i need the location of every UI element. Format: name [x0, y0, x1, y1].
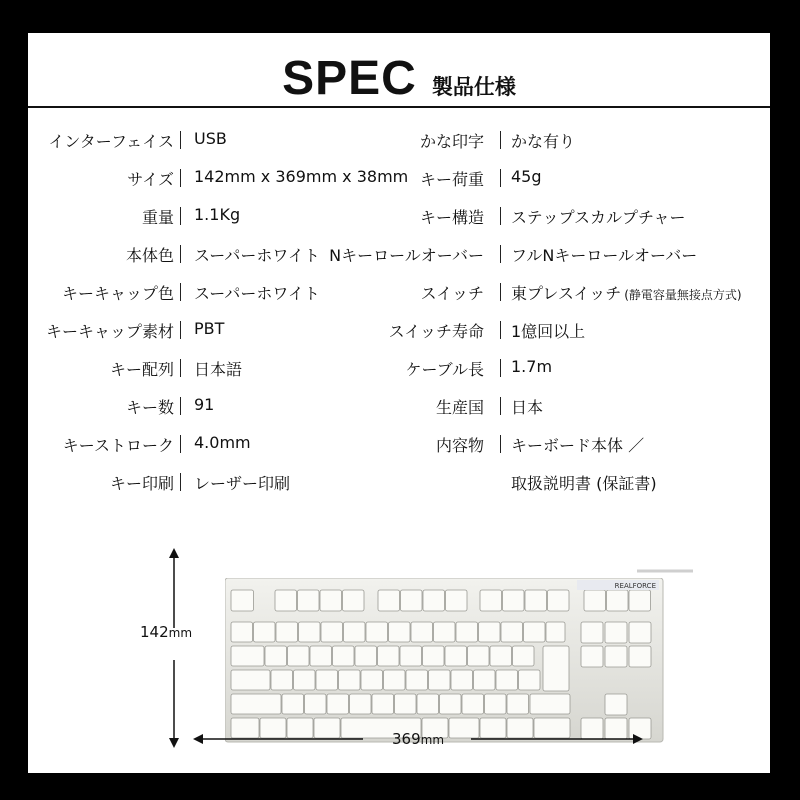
keycap	[350, 694, 372, 714]
keycap	[584, 590, 606, 611]
spec-divider	[500, 397, 501, 415]
keycap	[451, 670, 473, 690]
spec-label: キー構造	[419, 208, 484, 227]
keycap	[231, 622, 253, 642]
spec-note: (静電容量無接点方式)	[624, 288, 742, 302]
keycap	[327, 694, 349, 714]
spec-value-text: 1億回以上	[511, 322, 586, 341]
height-arrow	[164, 548, 184, 748]
header	[28, 51, 770, 106]
spec-value-text: 取扱説明書 (保証書)	[511, 474, 657, 493]
keycap	[275, 590, 297, 611]
keycap	[400, 646, 422, 666]
spec-divider	[500, 435, 501, 453]
spec-value	[511, 319, 585, 342]
keycap	[231, 590, 254, 611]
keycap	[344, 622, 366, 642]
spec-divider	[500, 245, 501, 263]
page-subtitle: 製品仕様	[431, 75, 516, 99]
spec-value-text: ステップスカルプチャー	[511, 208, 686, 227]
keycap	[519, 670, 541, 690]
keycap	[629, 622, 651, 643]
keycap	[389, 622, 411, 642]
keycap	[581, 622, 603, 643]
keycap	[316, 670, 338, 690]
spec-label: キー配列	[109, 360, 174, 379]
spec-value-text: 1.7m	[511, 357, 553, 376]
spec-label: ケーブル長	[405, 360, 484, 379]
spec-row	[28, 281, 770, 305]
keycap	[231, 694, 281, 714]
keycap	[231, 670, 270, 690]
keycap	[629, 590, 651, 611]
keycap	[605, 646, 627, 667]
keycap	[530, 694, 570, 714]
keycap	[310, 646, 332, 666]
keycap	[366, 622, 388, 642]
keycap	[490, 646, 512, 666]
spec-value-text: かな有り	[511, 132, 576, 151]
keycap	[503, 590, 525, 611]
spec-divider	[500, 283, 501, 301]
spec-row	[28, 433, 770, 457]
spec-row	[28, 471, 770, 495]
spec-value	[511, 243, 697, 266]
keycap	[474, 670, 496, 690]
keycap	[446, 590, 468, 611]
keycap	[339, 670, 361, 690]
spec-value-text: 東プレスイッチ	[511, 284, 622, 303]
keycap	[299, 622, 321, 642]
spec-value	[511, 167, 542, 186]
spec-label: Nキーロールオーバー	[329, 246, 484, 265]
keycap	[305, 694, 327, 714]
keycap	[288, 646, 310, 666]
keycap	[496, 670, 518, 690]
spec-label: インターフェイス	[48, 132, 174, 151]
spec-value-text: 日本語	[194, 360, 243, 379]
keycap	[479, 622, 501, 642]
spec-divider	[500, 169, 501, 187]
spec-row	[28, 205, 770, 229]
width-dimension-label: 369mm	[392, 730, 445, 748]
spec-label: 本体色	[125, 246, 174, 265]
keycap	[321, 622, 343, 642]
spec-value-text: スーパーホワイト	[194, 246, 320, 265]
spec-label: キーストローク	[62, 436, 174, 455]
spec-row	[28, 395, 770, 419]
keycap	[546, 622, 565, 642]
keycap	[231, 646, 264, 666]
keycap	[434, 622, 456, 642]
spec-value-text: 1.1Kg	[194, 205, 241, 224]
spec-value	[511, 357, 552, 376]
keyboard-image	[225, 578, 665, 743]
spec-value-text: 日本	[511, 398, 544, 417]
keycap	[524, 622, 546, 642]
spec-value-text: 91	[194, 395, 215, 414]
spec-divider	[500, 207, 501, 225]
keycap	[423, 590, 445, 611]
spec-value	[511, 205, 686, 228]
spec-value	[511, 281, 742, 304]
keycap	[468, 646, 490, 666]
keycap	[629, 646, 651, 667]
spec-label: スイッチ寿命	[388, 322, 484, 341]
keycap	[401, 590, 423, 611]
page-title: SPEC	[282, 52, 417, 105]
spec-value	[511, 471, 657, 494]
keycap	[378, 646, 400, 666]
keycap	[485, 694, 507, 714]
keycap	[525, 590, 547, 611]
spec-row	[28, 167, 770, 191]
keycap	[417, 694, 439, 714]
spec-row	[28, 129, 770, 153]
keycap	[271, 670, 293, 690]
header-divider	[28, 106, 770, 108]
spec-divider	[500, 321, 501, 339]
spec-label: キーキャップ素材	[45, 322, 174, 341]
spec-row	[28, 243, 770, 267]
keycap	[581, 646, 603, 667]
spec-label: 重量	[141, 208, 174, 227]
keycap	[480, 590, 502, 611]
spec-label: スイッチ	[420, 284, 484, 303]
keycap	[343, 590, 365, 611]
height-dimension-label: 142mm	[140, 623, 193, 641]
spec-value-text: 45g	[511, 167, 542, 186]
spec-label: サイズ	[127, 170, 174, 189]
spec-label: キーキャップ色	[61, 284, 174, 303]
keycap	[513, 646, 535, 666]
spec-row	[28, 319, 770, 343]
keycap	[605, 694, 627, 715]
keycap	[294, 670, 316, 690]
spec-label: キー荷重	[419, 170, 484, 189]
spec-divider	[500, 359, 501, 377]
cable	[637, 565, 697, 581]
keycap	[445, 646, 467, 666]
keycap	[507, 694, 529, 714]
spec-value-text: キーボード本体 ／	[511, 436, 645, 455]
keycap	[320, 590, 342, 611]
keycap	[429, 670, 451, 690]
keycap	[361, 670, 383, 690]
spec-value-text: フルNキーロールオーバー	[511, 246, 698, 265]
keycap	[384, 670, 406, 690]
keycap	[254, 622, 276, 642]
spec-value-text: USB	[194, 129, 227, 148]
keycap	[605, 622, 627, 643]
spec-label: 内容物	[435, 436, 484, 455]
keycap	[456, 622, 478, 642]
spec-value-text: スーパーホワイト	[194, 284, 320, 303]
keycap	[265, 646, 287, 666]
keycap	[282, 694, 304, 714]
spec-value	[511, 395, 543, 418]
keycap	[355, 646, 377, 666]
spec-label: かな印字	[419, 132, 484, 151]
keycap	[276, 622, 298, 642]
spec-panel	[28, 33, 770, 773]
spec-value-text: 142mm x 369mm x 38mm	[194, 167, 409, 186]
spec-label: キー数	[125, 398, 174, 417]
keycap	[333, 646, 355, 666]
spec-value-text: PBT	[194, 319, 225, 338]
keycap	[395, 694, 417, 714]
keycap	[462, 694, 484, 714]
keycap	[298, 590, 320, 611]
spec-row	[28, 357, 770, 381]
keycap	[411, 622, 433, 642]
brand-logo: REALFORCE	[614, 582, 656, 590]
spec-value-text: 4.0mm	[194, 433, 251, 452]
keycap	[543, 646, 569, 691]
spec-label: キー印刷	[109, 474, 174, 493]
keycap	[548, 590, 570, 611]
spec-value-text: レーザー印刷	[194, 474, 291, 493]
keycap	[378, 590, 400, 611]
keycap	[501, 622, 523, 642]
spec-value	[511, 433, 644, 456]
keycap	[423, 646, 445, 666]
keycap	[406, 670, 428, 690]
keycap	[607, 590, 629, 611]
spec-divider	[500, 131, 501, 149]
spec-value	[511, 129, 575, 152]
keycap	[372, 694, 394, 714]
keycap	[440, 694, 462, 714]
spec-label: 生産国	[435, 398, 484, 417]
